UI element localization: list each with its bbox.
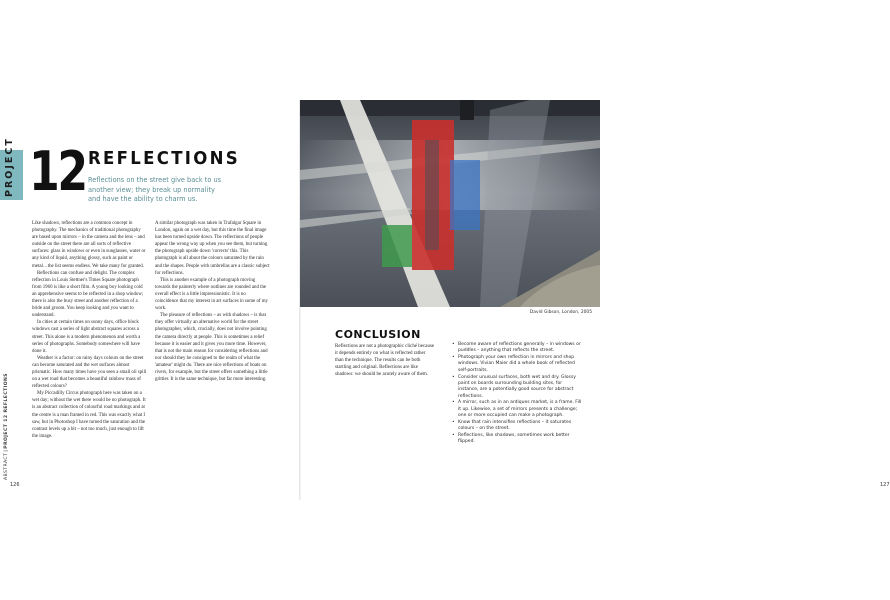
tip-text: A mirror, such as in an antiques market, is a frame. Fill it up. Likewise, a set of mirrors presents a challenge; one or more occupied can make a photograph. [458, 400, 582, 419]
conclusion-heading: CONCLUSION [335, 328, 421, 341]
tip-text: Know that rain intensifies reflections – it saturates colours – on the street. [458, 419, 572, 432]
bullet-icon: • [452, 374, 455, 380]
list-item [452, 420, 582, 433]
page-number-left: 126 [10, 482, 20, 488]
list-item [452, 433, 582, 446]
bullet-icon: • [452, 433, 455, 439]
list-item [452, 400, 582, 419]
tips-list [452, 342, 582, 446]
intro-text [88, 176, 228, 205]
running-head-section: PROJECT 12 REFLECTIONS [4, 373, 9, 449]
intro-paragraph: Reflections on the street give back to us another view; they break up normality and have the ability to charm us. [88, 176, 222, 203]
bullet-icon: • [452, 342, 455, 347]
photo-caption: David Gibson, London, 2005 [529, 310, 592, 315]
body-paragraph: The pleasure of reflections – as with shadows – is that they offer virtually an alternative world for the street photographer, which, crucially, does not involve pointing the camera directly at people. This is sometimes a relief because it is easier and it gives you more time. However, that is not the main reason for considering reflections and nor should they be consigned to the realm of what the 'amateur' might do. There are nice reflections of boats on rivers, for example, but the street offers something a little grittier. It is the same technique, but far more interesting. [155, 313, 268, 383]
body-paragraph: In cities at certain times on sunny days, office block windows cast a series of light abstract squares across a street. This alone is a modern phenomenon and worth a series of photographs. Somebody somewhere will have done it. [32, 320, 141, 354]
conclusion-text: Reflections are not a photographic cliché because it depends entirely on what is reflected rather than the technique. The results can be both startling and original. Reflections are like shadows: we should be acutely aware of them. [335, 344, 435, 378]
bullet-icon: • [452, 419, 455, 425]
body-paragraph: This is another example of a photograph moving towards the painterly where outlines are rounded and the overall effect is a little impressionistic. It is no coincidence that my interest in art surfaces in some of my work. [155, 277, 268, 312]
body-paragraph: A similar photograph was taken in Trafalgar Square in London, again on a wet day, but this time the final image has been turned upside down. The reflections of people appear the wrong way up when you see them, but turning the photograph upside down 'corrects' this. This photograph is all about the colours saturated by the rain and the shapes. People with umbrellas are a classic subject for reflections. [155, 221, 270, 276]
list-item [452, 375, 582, 400]
left-page [0, 0, 300, 600]
bullet-icon: • [452, 400, 455, 406]
tip-text: Become aware of reflections generally – in windows or puddles – anything that reflects the street. [458, 342, 581, 354]
body-column-2 [155, 220, 270, 383]
body-paragraph: Reflections can confuse and delight. The complex reflection in Louis Stettner's Times Square photograph from 1960 is like a short film. A young boy looking cold an apprehensive seems to be reflected in a shop window; there is also the busy street and another reflection of a bride and groom. You keep looking and you want to understand. [32, 270, 144, 319]
list-item [452, 342, 582, 355]
bullet-icon: • [452, 355, 455, 361]
street-reflection-photo [300, 100, 600, 307]
project-tab-label: PROJECT [4, 137, 15, 197]
body-paragraph: My Piccadilly Circus photograph here was taken on a wet day; without the wet there would be no photograph. It is an abstract collection of colourful road markings and at the centre is a man framed in red. This was exactly what I saw, but in Photoshop I have turned the saturation and the contrast levels up a bit – not too much, just enough to lift the image. [32, 391, 146, 439]
page-number-right: 127 [880, 482, 890, 488]
tip-text: Consider unusual surfaces, both wet and dry. Glossy paint on boards surrounding building sites, for instance, are a potentially good source for abstract reflections. [458, 374, 576, 399]
page-title: REFLECTIONS [88, 148, 241, 169]
body-paragraph: Like shadows, reflections are a common concept in photography. The mechanics of traditional photography are based upon mirrors – in the camera and the lens – and outside on the street there are all sorts of reflective surfaces: glass in windows or even in sunglasses, water or any kind of liquid, anything glossy, such as paint or metal…the list seems endless. We take many for granted. [32, 221, 146, 269]
project-number: 12 [29, 140, 86, 203]
running-head-part: ABSTRACT [4, 452, 9, 480]
running-head [4, 373, 9, 480]
right-page [300, 0, 890, 600]
photo-illustration [300, 100, 600, 307]
tip-text: Reflections, like shadows, sometimes work better flipped. [458, 433, 570, 445]
body-column-1 [32, 220, 147, 440]
tip-text: Photograph your own reflection in mirrors and shop windows. Vivian Maier did a whole book of reflected self-portraits. [458, 355, 575, 373]
list-item [452, 355, 582, 374]
body-paragraph: Weather is a factor: on rainy days colours on the street can become saturated and the wet surfaces almost prismatic. How many times have you seen a small oil spill on a wet road that becomes a beautiful rainbow mass of reflected colours? [32, 355, 147, 390]
running-head-separator: | [4, 449, 9, 452]
